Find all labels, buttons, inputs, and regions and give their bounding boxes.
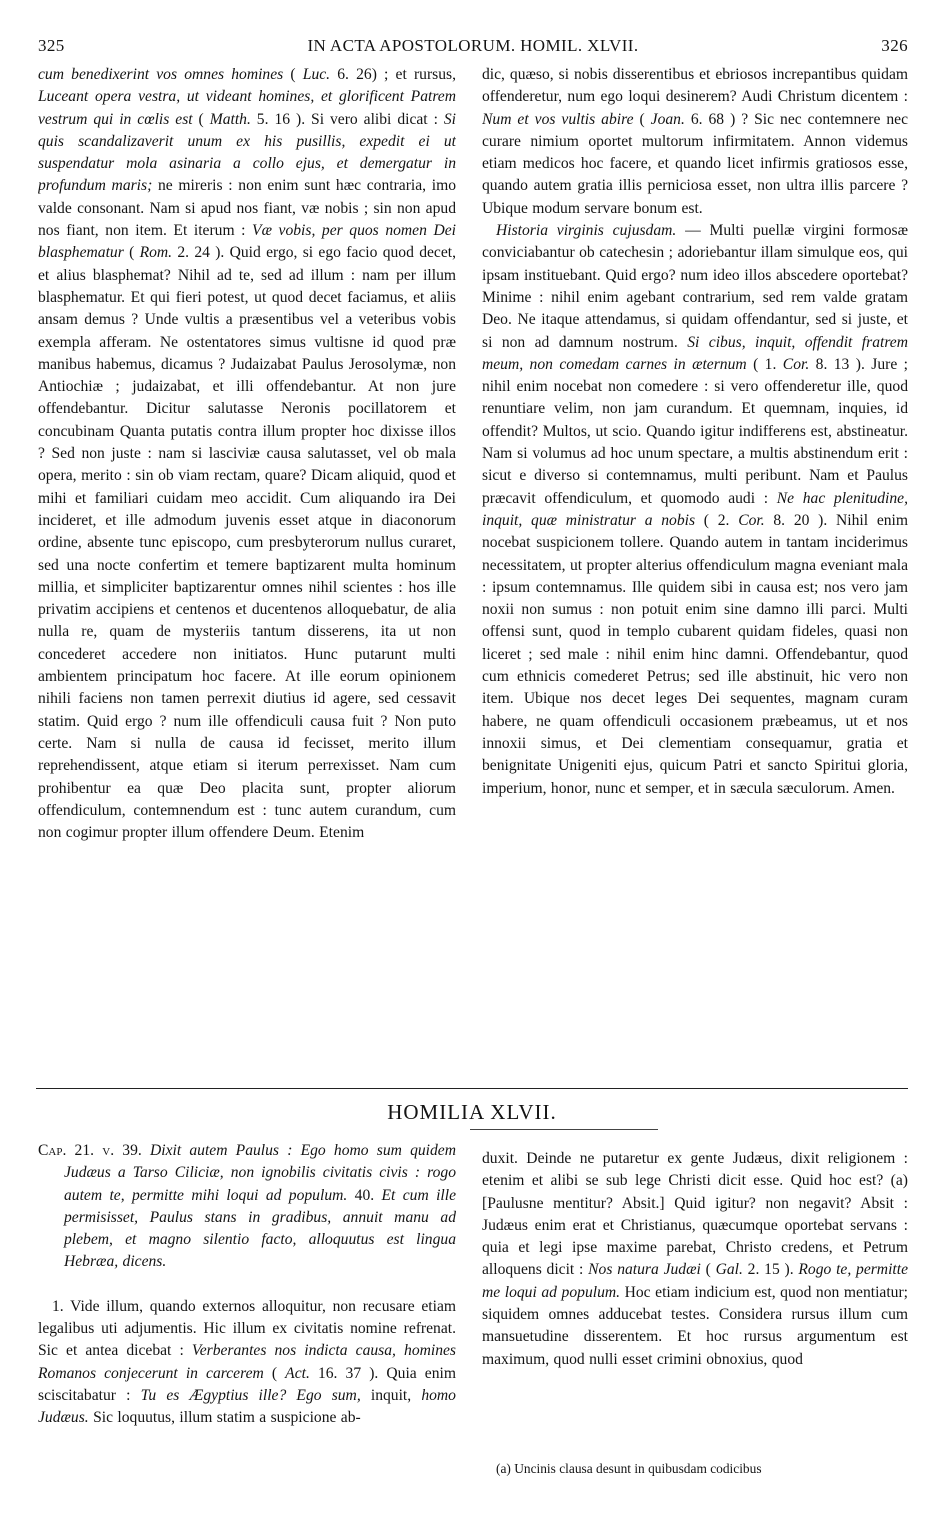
italic-run: Num et vos vultis abire <box>482 110 634 128</box>
italic-run: Luceant opera vestra, ut videant homines, et glorificent Patrem vestrum qui in cœlis est <box>38 88 456 128</box>
italic-run: cum benedixerint vos omnes homines <box>38 66 284 83</box>
homily-title: HOMILIA XLVII. <box>387 1100 557 1124</box>
paragraph: cum benedixerint vos omnes homines ( Luc. 6. 26) ; et rursus, Luceant opera vestra, ut videant homines, et glorificent Patrem vestrum qui in cœlis est ( Matth. 5. 16 ). Si vero alibi dicat : Si quis scandalizaverit unum ex his pusillis, expedit ei ut suspendatur mola asinaria a collo ejus, et demergatur in profundum maris; ne mireris : non enim sunt hæc contraria, imo valde consonant. Nam si apud nos fiant, væ nobis ; sin non apud nos fiant, non item. Et iterum : Væ vobis, per quos nomen Dei blasphematur ( Rom. 2. 24 ). Quid ergo, si ego facio quod decet, et alius blasphemat? Nihil ad te, sed ad illum : nam per illum blasphematur. Et qui fieri potest, ut quod decet faciamus, et aliis ansam demus ? Unde vultis a præsentibus vel a veteribus vobis exempla afferam. Ne ostentatores simus vultisne id quod præ manibus habemus, dicamus ? Judaizabat Paulus Jerosolymæ, non Antiochiæ ; judaizabat, et illi offendebantur. At non jure offendebantur. Dicitur salutasse Neronis pocillatorem et concubinam Quanta putatis contra illum propter hoc dixisse illos ? Sed non juste : nam si lasciviæ causa salutasset, vel ob mala opera, merito : sin ob viam rectam, quare? Dicam aliquid, quod et mihi et familiari cuidam meo accidit. Cum aliquando ira Dei incideret, et ille admodum juvenis esset atque in diaconorum ordine, absente tunc episcopo, cum presbyterorum nullus curaret, sed una nocte confertim et temere baptizarent multa hominum millia, et simpliciter baptizarentur omnes nihil scientes : hos ille privatim accipiens et centenos et ducentenos alloquebatur, de alia nulla re, quam de mysteriis tantum disserens, ita ut non concederet accedere non initiatos. Hunc putarunt multi ambientem principatum hoc facere. At ille eorum opinionem nihili faciens non tamen perrexit diutius id agere, sed cessavit statim. Quid ergo ? num ille offendiculi causa fuit ? Non puto certe. Nam si nulla de causa id fecisset, merito illum reprehendissent, atque etiam si iterum perrexisset. Nam cum prohibentur ea quæ Deo placita sunt, propter aliorum offendiculum, contemnendum est : tunc autem curandum, cum non cogimur propter illum offendere Deum. Etenim <box>38 66 456 842</box>
italic-run: Ne hac plenitudine, inquit, quæ ministratur a nobis <box>482 489 908 529</box>
italic-run: Si cibus, inquit, offendit fratrem meum, non comedam carnes in æternum <box>482 333 908 373</box>
chapter-label: Cap. 21. v. 39. <box>38 1142 142 1159</box>
italic-run: Væ vobis, per quos nomen Dei blasphematur <box>38 222 456 262</box>
italic-run: Act. <box>285 1364 310 1382</box>
italic-run: homo Judæus. <box>38 1386 456 1427</box>
italic-run: Cor. <box>782 355 810 373</box>
page-number-right: 326 <box>881 36 908 55</box>
italic-run: Verberantes nos indicta causa, homines Romanos conjecerunt in carcerem <box>38 1342 456 1382</box>
paragraph: dic, quæso, si nobis disserentibus et ebriosos increpantibus quidam offenderetur, num ego loqui desinerem? Audi Christum dicentem : Num et vos vultis abire ( Joan. 6. 68 ) ? Sic nec contemnere nec curare nimium oportet multorum infirmitatem. Annon videmus etiam medicos hoc facere, et quando licet infirmis gratiosos esse, quando autem gratia illis perniciosa esset, non ultra illis parcere ? Ubique modum servare bonum est. <box>482 66 908 217</box>
italic-run: Si quis scandalizaverit unum ex his pusillis, expedit ei ut suspendatur mola asinaria a collo ejus, et demergatur in profundum maris; <box>38 110 456 195</box>
italic-run: Gal. <box>715 1261 743 1279</box>
column-bottom-left <box>38 1140 456 1472</box>
italic-run: Nos natura Judæi <box>588 1261 701 1279</box>
chapter-summary-text <box>38 1140 456 1274</box>
footnote: (a) Uncinis clausa desunt in quibusdam codicibus <box>496 1461 762 1476</box>
paragraph: duxit. Deinde ne putaretur ex gente Judæus, dixit religionem : etenim et alibi se sub lege Christi dicit esse. Quid hoc est? (a) [Paulusne mentitur? Absit.] Quid igitur? non negavit? Absit : Judæus enim erat et Christianus, quæcumque oportebat servans : quia et legi ipse maxime parebat, Christo credens, et Petrum alloquens dicit : Nos natura Judæi ( Gal. 2. 15 ). Rogo te, permitte me loqui ad populum. Hoc etiam indicium est, quod non mentiatur; siquidem omnes adducebat testes. Considera rursus illum cum mansuetudine disserentem. Et hoc rursus argumentum est maximum, quod nulli esset crimini obnoxius, quod <box>482 1150 908 1368</box>
italic-run: Historia virginis cujusdam. <box>496 222 677 240</box>
italic-run: Cor. <box>738 511 765 529</box>
section-divider <box>36 1088 908 1089</box>
page-number-left: 325 <box>38 36 65 55</box>
italic-run: Joan. <box>650 110 685 128</box>
italic-run: Rogo te, permitte me loqui ad populum. <box>482 1261 908 1301</box>
italic-run: Rom. <box>139 244 173 262</box>
column-top-right <box>482 64 908 1084</box>
chapter-summary <box>38 1140 456 1274</box>
running-title: IN ACTA APOSTOLORUM. HOMIL. XLVII. <box>307 36 639 55</box>
paragraph: 1. Vide illum, quando externos alloquitur, non recusare etiam legalibus uti adjumentis. Hic illum ex civitatis nomine refrenat. Sic et antea dicebat : Verberantes nos indicta causa, homines Romanos conjecerunt in carcerem ( Act. 16. 37 ). Quia enim sciscitabatur : Tu es Ægyptius ille? Ego sum, inquit, homo Judæus. Sic loquutus, illum statim a suspicione ab- <box>38 1297 456 1427</box>
column-bottom-right <box>482 1148 908 1450</box>
verse-number: 40. <box>354 1186 375 1204</box>
italic-run: Luc. <box>302 66 331 83</box>
running-header <box>38 36 908 60</box>
chapter-verses: Dixit autem Paulus : Ego homo sum quidem Judæus a Tarso Ciliciæ, non ignobilis civitatis civis : rogo autem te, permitte mihi loqui ad populum. 40. Et cum ille permisisset, Paulus stans in gradibus, annuit manu ad plebem, et magno silentio facto, alloquutus est lingua Hebræa, dicens. <box>64 1142 456 1271</box>
paragraph-historia: Historia virginis cujusdam. — Multi puellæ virgini formosæ conviciabantur ob catechesin ; adoriebantur illam simulque eos, qui ipsam instituebant. Quid ergo? num ideo illos abscedere oportebat? Minime : nihil enim agebant contrarium, sed rem valde gratam Deo. Ne itaque attendamus, si quidam offendantur, sed si juste, et si non ad damnum nostrum. Si cibus, inquit, offendit fratrem meum, non comedam carnes in æternum ( 1. Cor. 8. 13 ). Jure ; nihil enim nocebat non comedere : si vero offenderetur ille, quod renuntiare velim, non jam curandum. Et quemnam, inquies, id offendit? Multos, ut scio. Quando igitur indifferens est, abstineatur. Nam si volumus ad hoc unum spectare, a multis abstinendum erit : sicut e diverso si contemnamus, multi peribunt. Nam et Paulus præcavit offendiculum, et quomodo audi : Ne hac plenitudine, inquit, quæ ministratur a nobis ( 2. Cor. 8. 20 ). Nihil enim nocebat suspicionem tollere. Quando autem in tantam inciderimus necessitatem, ut propter alterius offendiculum magna eveniant mala : ipsum contemnamus. Ille quidem sibi in causa est; nos vero jam noxii non sumus : non potuit enim sine damno illi parci. Multi offensi sunt, quod in templo cubarent quidam fideles, quasi non liceret ; sed male : nihil enim hinc damni. Offendebantur, quod cum ethnicis comederet Petrus; sed ille abstinuit, hic vero non item. Ubique nos decet leges Dei sequentes, magnam curam habere, ne quam offendiculi occasionem præbeamus, ut et nos innoxii simus, et Dei clementiam consequamur, gratia et benignitate Unigeniti ejus, quicum Patri et sancto Spiritui gloria, imperium, honor, nunc et semper, et in sæcula sæculorum. Amen. <box>482 222 908 797</box>
italic-run: Matth. <box>209 110 251 128</box>
column-top-left <box>38 64 456 1084</box>
italic-run: Tu es Ægyptius ille? Ego sum, <box>140 1386 361 1404</box>
title-underline <box>470 1129 658 1130</box>
